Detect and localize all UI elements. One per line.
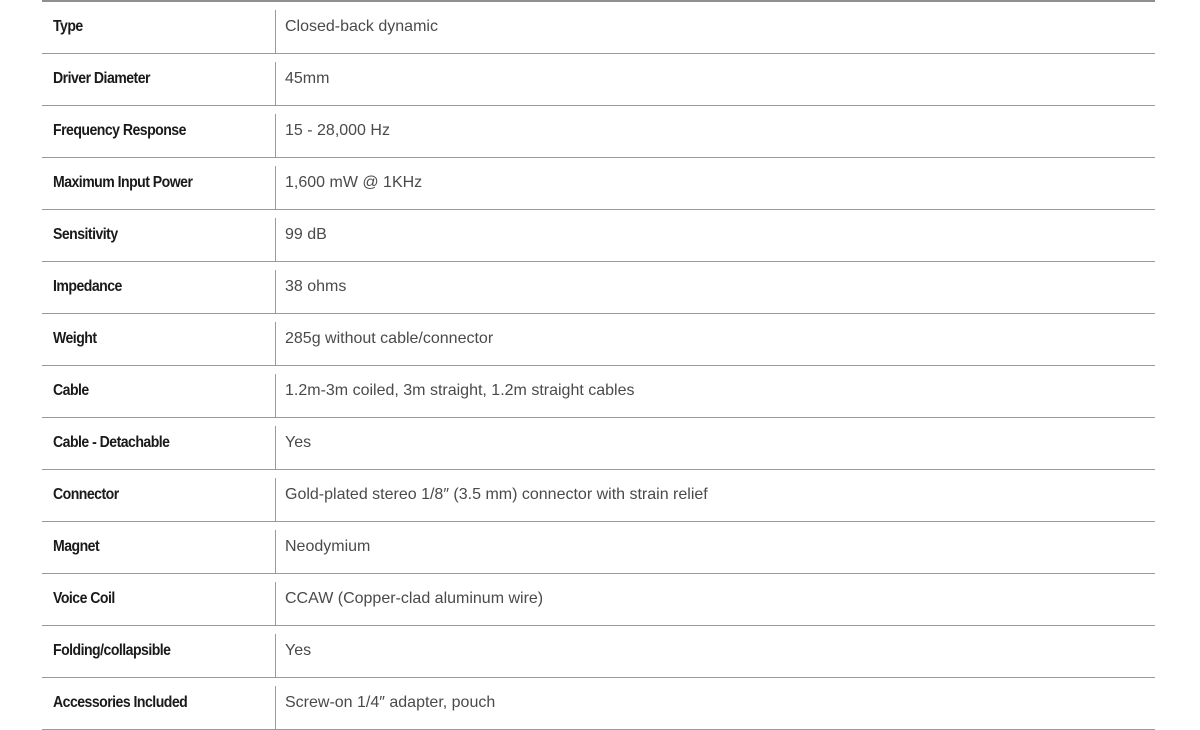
table-row <box>42 573 1155 625</box>
spec-label-text: Cable <box>53 382 89 399</box>
spec-label-text: Driver Diameter <box>53 70 150 87</box>
table-row <box>42 469 1155 521</box>
spec-value-accessories-included: Screw-on 1/4″ adapter, pouch <box>275 677 1155 729</box>
table-row <box>42 157 1155 209</box>
spec-label-text: Maximum Input Power <box>53 174 193 191</box>
spec-label-frequency-response <box>42 105 275 157</box>
table-row <box>42 625 1155 677</box>
spec-value-sensitivity: 99 dB <box>275 209 1155 261</box>
spec-label-text: Frequency Response <box>53 122 186 139</box>
spec-label-sensitivity <box>42 209 275 261</box>
spec-label-magnet <box>42 521 275 573</box>
spec-value-cable: 1.2m-3m coiled, 3m straight, 1.2m straight cables <box>275 365 1155 417</box>
spec-label-type <box>42 1 275 53</box>
spec-label-text: Connector <box>53 486 119 503</box>
table-row <box>42 677 1155 729</box>
spec-label-text: Magnet <box>53 538 100 555</box>
spec-label-text: Sensitivity <box>53 226 118 243</box>
spec-label-folding-collapsible <box>42 625 275 677</box>
spec-label-text: Accessories Included <box>53 694 188 711</box>
table-row <box>42 313 1155 365</box>
spec-label-driver-diameter <box>42 53 275 105</box>
table-row <box>42 53 1155 105</box>
spec-value-driver-diameter: 45mm <box>275 53 1155 105</box>
spec-label-cable-detachable <box>42 417 275 469</box>
table-row <box>42 261 1155 313</box>
table-row <box>42 1 1155 53</box>
spec-value-magnet: Neodymium <box>275 521 1155 573</box>
table-row <box>42 521 1155 573</box>
spec-value-cable-detachable: Yes <box>275 417 1155 469</box>
spec-value-folding-collapsible: Yes <box>275 625 1155 677</box>
spec-value-connector: Gold-plated stereo 1/8″ (3.5 mm) connector with strain relief <box>275 469 1155 521</box>
spec-value-type: Closed-back dynamic <box>275 1 1155 53</box>
spec-label-impedance <box>42 261 275 313</box>
spec-label-connector <box>42 469 275 521</box>
spec-label-text: Type <box>53 18 83 36</box>
spec-label-weight <box>42 313 275 365</box>
table-row <box>42 209 1155 261</box>
spec-label-text: Cable - Detachable <box>53 434 170 451</box>
spec-label-cable <box>42 365 275 417</box>
spec-value-frequency-response: 15 - 28,000 Hz <box>275 105 1155 157</box>
spec-value-voice-coil: CCAW (Copper-clad aluminum wire) <box>275 573 1155 625</box>
spec-value-weight: 285g without cable/connector <box>275 313 1155 365</box>
spec-label-accessories-included <box>42 677 275 729</box>
spec-label-voice-coil <box>42 573 275 625</box>
spec-label-text: Folding/collapsible <box>53 642 171 659</box>
table-row <box>42 365 1155 417</box>
table-row <box>42 105 1155 157</box>
spec-label-text: Impedance <box>53 278 122 295</box>
spec-value-maximum-input-power: 1,600 mW @ 1KHz <box>275 157 1155 209</box>
spec-label-maximum-input-power <box>42 157 275 209</box>
specifications-table <box>42 0 1155 730</box>
table-row <box>42 417 1155 469</box>
spec-label-text: Weight <box>53 330 97 347</box>
spec-label-text: Voice Coil <box>53 590 115 607</box>
spec-value-impedance: 38 ohms <box>275 261 1155 313</box>
